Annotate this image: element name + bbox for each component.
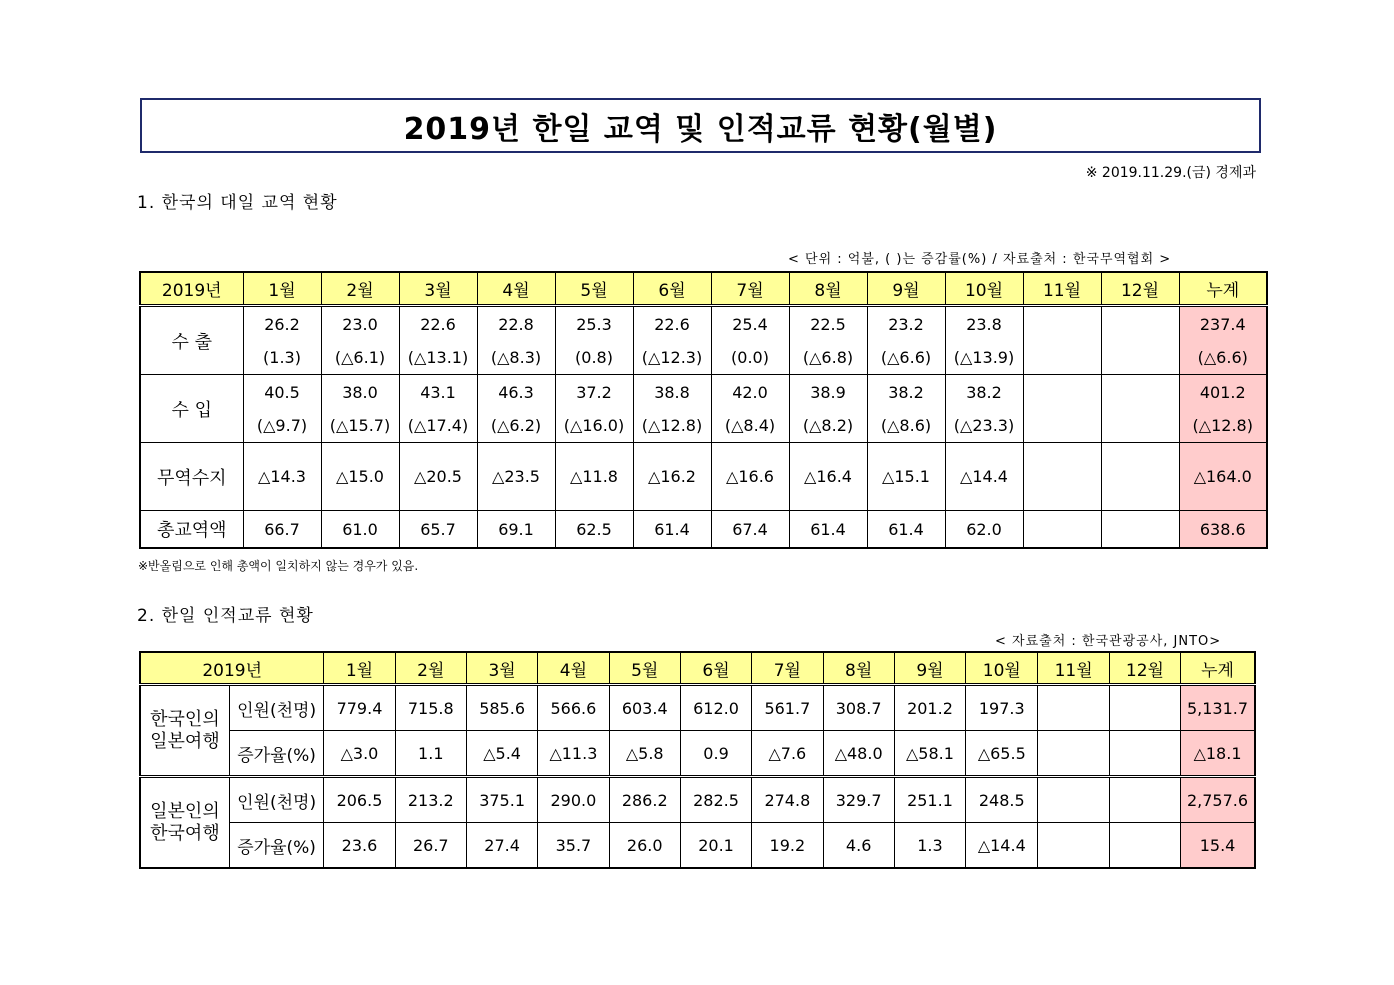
data-cell: 251.1	[894, 777, 965, 823]
month-header: 1월	[324, 652, 395, 685]
data-cell	[1109, 823, 1180, 869]
value-text: 38.0	[342, 382, 378, 402]
data-cell: 585.6	[466, 685, 537, 731]
data-cell	[321, 306, 399, 375]
rate-text: (△9.7)	[256, 415, 308, 435]
row-label: 인원(천명)	[229, 685, 323, 731]
data-cell: △23.5	[477, 443, 555, 511]
month-header: 12월	[1101, 272, 1179, 306]
month-header: 4월	[477, 272, 555, 306]
value-text: 26.2	[264, 314, 300, 334]
month-header: 8월	[823, 652, 894, 685]
value-text: 38.8	[654, 382, 690, 402]
data-cell: 61.4	[867, 511, 945, 549]
table-row	[140, 823, 1255, 869]
row-label: 총교역액	[140, 511, 243, 549]
data-cell: 715.8	[395, 685, 466, 731]
page-title: 2019년 한일 교역 및 인적교류 현황(월별)	[140, 98, 1261, 153]
data-cell: 61.4	[789, 511, 867, 549]
table-row	[140, 731, 1255, 777]
data-cell: 201.2	[894, 685, 965, 731]
data-cell: △20.5	[399, 443, 477, 511]
data-cell: 62.5	[555, 511, 633, 549]
rate-text: (△12.3)	[641, 347, 703, 367]
value-text: 23.8	[966, 314, 1002, 334]
data-cell: 282.5	[680, 777, 751, 823]
value-text: 23.0	[342, 314, 378, 334]
data-cell: △16.6	[711, 443, 789, 511]
data-cell: 248.5	[966, 777, 1038, 823]
data-cell: 1.1	[395, 731, 466, 777]
data-cell: △18.1	[1181, 731, 1255, 777]
data-cell	[321, 375, 399, 443]
month-header: 2월	[321, 272, 399, 306]
value-text: 237.4	[1199, 314, 1246, 334]
trade-table	[139, 271, 1268, 549]
month-header: 9월	[894, 652, 965, 685]
data-cell	[1101, 306, 1179, 375]
value-text: 25.3	[576, 314, 612, 334]
data-cell	[867, 306, 945, 375]
data-cell: △5.4	[466, 731, 537, 777]
data-cell: △11.8	[555, 443, 633, 511]
rate-text: (△8.3)	[490, 347, 542, 367]
data-cell: 4.6	[823, 823, 894, 869]
row-label: 무역수지	[140, 443, 243, 511]
value-text: 40.5	[264, 382, 300, 402]
month-header: 6월	[680, 652, 751, 685]
exchange-table	[139, 651, 1256, 869]
month-header: 누계	[1179, 272, 1267, 306]
data-cell: △14.3	[243, 443, 321, 511]
data-cell	[1109, 685, 1180, 731]
value-text: 38.2	[966, 382, 1002, 402]
group-label: 한국인의 일본여행	[140, 685, 229, 777]
value-text: 22.6	[654, 314, 690, 334]
data-cell	[1038, 777, 1109, 823]
data-cell: △65.5	[966, 731, 1038, 777]
data-cell	[945, 306, 1023, 375]
month-header: 11월	[1023, 272, 1101, 306]
data-cell: 27.4	[466, 823, 537, 869]
data-cell: 65.7	[399, 511, 477, 549]
rate-text: (△17.4)	[407, 415, 469, 435]
data-cell	[243, 375, 321, 443]
rate-text: (△6.6)	[880, 347, 932, 367]
data-cell: △164.0	[1179, 443, 1267, 511]
group-label: 일본인의 한국여행	[140, 777, 229, 869]
data-cell	[243, 306, 321, 375]
table-row	[140, 685, 1255, 731]
month-header: 10월	[945, 272, 1023, 306]
section2-heading: 2. 한일 인적교류 현황	[137, 606, 314, 626]
data-cell: 213.2	[395, 777, 466, 823]
data-cell	[1023, 375, 1101, 443]
data-cell: 61.0	[321, 511, 399, 549]
month-header: 10월	[966, 652, 1038, 685]
data-cell: 66.7	[243, 511, 321, 549]
month-header: 5월	[555, 272, 633, 306]
month-header: 9월	[867, 272, 945, 306]
rate-text: (△6.2)	[490, 415, 542, 435]
table-row	[140, 777, 1255, 823]
data-cell	[399, 375, 477, 443]
data-cell	[1179, 306, 1267, 375]
rate-text: (△13.1)	[407, 347, 469, 367]
rate-text: (1.3)	[263, 347, 301, 367]
data-cell	[945, 375, 1023, 443]
data-cell: 19.2	[752, 823, 823, 869]
balance-row	[140, 443, 1267, 511]
data-cell	[1101, 511, 1179, 549]
data-cell: △48.0	[823, 731, 894, 777]
data-cell	[633, 306, 711, 375]
row-label: 수 입	[140, 375, 243, 443]
data-cell: △16.4	[789, 443, 867, 511]
data-cell: △14.4	[966, 823, 1038, 869]
rate-text: (△8.6)	[880, 415, 932, 435]
data-cell: 329.7	[823, 777, 894, 823]
data-cell	[477, 306, 555, 375]
data-cell	[711, 375, 789, 443]
data-cell: 566.6	[538, 685, 609, 731]
rate-text: (△6.1)	[334, 347, 386, 367]
data-cell	[1038, 823, 1109, 869]
data-cell: 69.1	[477, 511, 555, 549]
data-cell	[1038, 731, 1109, 777]
value-text: 401.2	[1199, 382, 1246, 402]
data-cell	[789, 306, 867, 375]
data-cell	[789, 375, 867, 443]
data-cell: 23.6	[324, 823, 395, 869]
row-label: 수 출	[140, 306, 243, 375]
data-cell: 26.7	[395, 823, 466, 869]
month-header: 6월	[633, 272, 711, 306]
data-cell: 0.9	[680, 731, 751, 777]
data-cell	[1023, 443, 1101, 511]
year-header: 2019년	[140, 652, 324, 685]
data-cell: 1.3	[894, 823, 965, 869]
section2-source-note: < 자료출처 : 한국관광공사, JNTO>	[995, 634, 1222, 649]
data-cell: 308.7	[823, 685, 894, 731]
section1-heading: 1. 한국의 대일 교역 현황	[137, 193, 338, 213]
value-text: 22.8	[498, 314, 534, 334]
data-cell: 2,757.6	[1181, 777, 1255, 823]
data-cell	[1038, 685, 1109, 731]
data-cell	[399, 306, 477, 375]
value-text: 46.3	[498, 382, 534, 402]
value-text: 37.2	[576, 382, 612, 402]
month-header: 11월	[1038, 652, 1109, 685]
month-header: 2월	[395, 652, 466, 685]
data-cell: 561.7	[752, 685, 823, 731]
month-header: 4월	[538, 652, 609, 685]
data-cell: 290.0	[538, 777, 609, 823]
data-cell: △7.6	[752, 731, 823, 777]
month-header: 7월	[711, 272, 789, 306]
data-cell: 20.1	[680, 823, 751, 869]
data-cell: 274.8	[752, 777, 823, 823]
export-row	[140, 306, 1267, 375]
data-cell: 779.4	[324, 685, 395, 731]
value-text: 23.2	[888, 314, 924, 334]
month-header: 3월	[399, 272, 477, 306]
value-text: 22.5	[810, 314, 846, 334]
data-cell: 612.0	[680, 685, 751, 731]
data-cell: 26.0	[609, 823, 680, 869]
data-cell: 15.4	[1181, 823, 1255, 869]
data-cell: 62.0	[945, 511, 1023, 549]
data-cell: △11.3	[538, 731, 609, 777]
data-cell: 206.5	[324, 777, 395, 823]
data-cell: 61.4	[633, 511, 711, 549]
data-cell: 638.6	[1179, 511, 1267, 549]
rate-text: (0.0)	[731, 347, 769, 367]
data-cell	[555, 306, 633, 375]
data-cell	[1109, 731, 1180, 777]
rate-text: (△6.6)	[1197, 347, 1248, 367]
section1-unit-note: < 단위 : 억불, ( )는 증감률(%) / 자료출처 : 한국무역협회 >	[788, 252, 1172, 267]
exchange-header-row	[140, 652, 1255, 685]
rate-text: (△15.7)	[329, 415, 391, 435]
import-row	[140, 375, 1267, 443]
data-cell: 5,131.7	[1181, 685, 1255, 731]
value-text: 38.2	[888, 382, 924, 402]
data-cell	[1023, 306, 1101, 375]
report-date: ※ 2019.11.29.(금) 경제과	[1085, 165, 1256, 181]
month-header: 누계	[1181, 652, 1255, 685]
data-cell: △16.2	[633, 443, 711, 511]
year-header: 2019년	[140, 272, 243, 306]
data-cell: 286.2	[609, 777, 680, 823]
data-cell	[711, 306, 789, 375]
rate-text: (△13.9)	[953, 347, 1015, 367]
data-cell	[867, 375, 945, 443]
data-cell	[633, 375, 711, 443]
month-header: 1월	[243, 272, 321, 306]
month-header: 5월	[609, 652, 680, 685]
data-cell: △3.0	[324, 731, 395, 777]
month-header: 3월	[466, 652, 537, 685]
value-text: 38.9	[810, 382, 846, 402]
data-cell	[1023, 511, 1101, 549]
rate-text: (△23.3)	[953, 415, 1015, 435]
data-cell	[1101, 443, 1179, 511]
data-cell	[1101, 375, 1179, 443]
data-cell	[1109, 777, 1180, 823]
data-cell: △15.0	[321, 443, 399, 511]
month-header: 7월	[752, 652, 823, 685]
data-cell: 375.1	[466, 777, 537, 823]
data-cell: 197.3	[966, 685, 1038, 731]
data-cell	[477, 375, 555, 443]
trade-header-row	[140, 272, 1267, 306]
month-header: 12월	[1109, 652, 1180, 685]
value-text: 22.6	[420, 314, 456, 334]
data-cell: 35.7	[538, 823, 609, 869]
rate-text: (△16.0)	[563, 415, 625, 435]
value-text: 42.0	[732, 382, 768, 402]
rounding-footnote: ※반올림으로 인해 총액이 일치하지 않는 경우가 있음.	[138, 559, 419, 573]
data-cell	[1179, 375, 1267, 443]
row-label: 인원(천명)	[229, 777, 323, 823]
data-cell: 67.4	[711, 511, 789, 549]
rate-text: (△12.8)	[641, 415, 703, 435]
month-header: 8월	[789, 272, 867, 306]
rate-text: (△12.8)	[1192, 415, 1253, 435]
data-cell: △14.4	[945, 443, 1023, 511]
row-label: 증가율(%)	[229, 823, 323, 869]
rate-text: (△8.2)	[802, 415, 854, 435]
data-cell	[555, 375, 633, 443]
rate-text: (△6.8)	[802, 347, 854, 367]
rate-text: (△8.4)	[724, 415, 776, 435]
data-cell: △5.8	[609, 731, 680, 777]
value-text: 25.4	[732, 314, 768, 334]
data-cell: △15.1	[867, 443, 945, 511]
row-label: 증가율(%)	[229, 731, 323, 777]
data-cell: △58.1	[894, 731, 965, 777]
rate-text: (0.8)	[575, 347, 613, 367]
data-cell: 603.4	[609, 685, 680, 731]
value-text: 43.1	[420, 382, 456, 402]
total-trade-row	[140, 511, 1267, 549]
